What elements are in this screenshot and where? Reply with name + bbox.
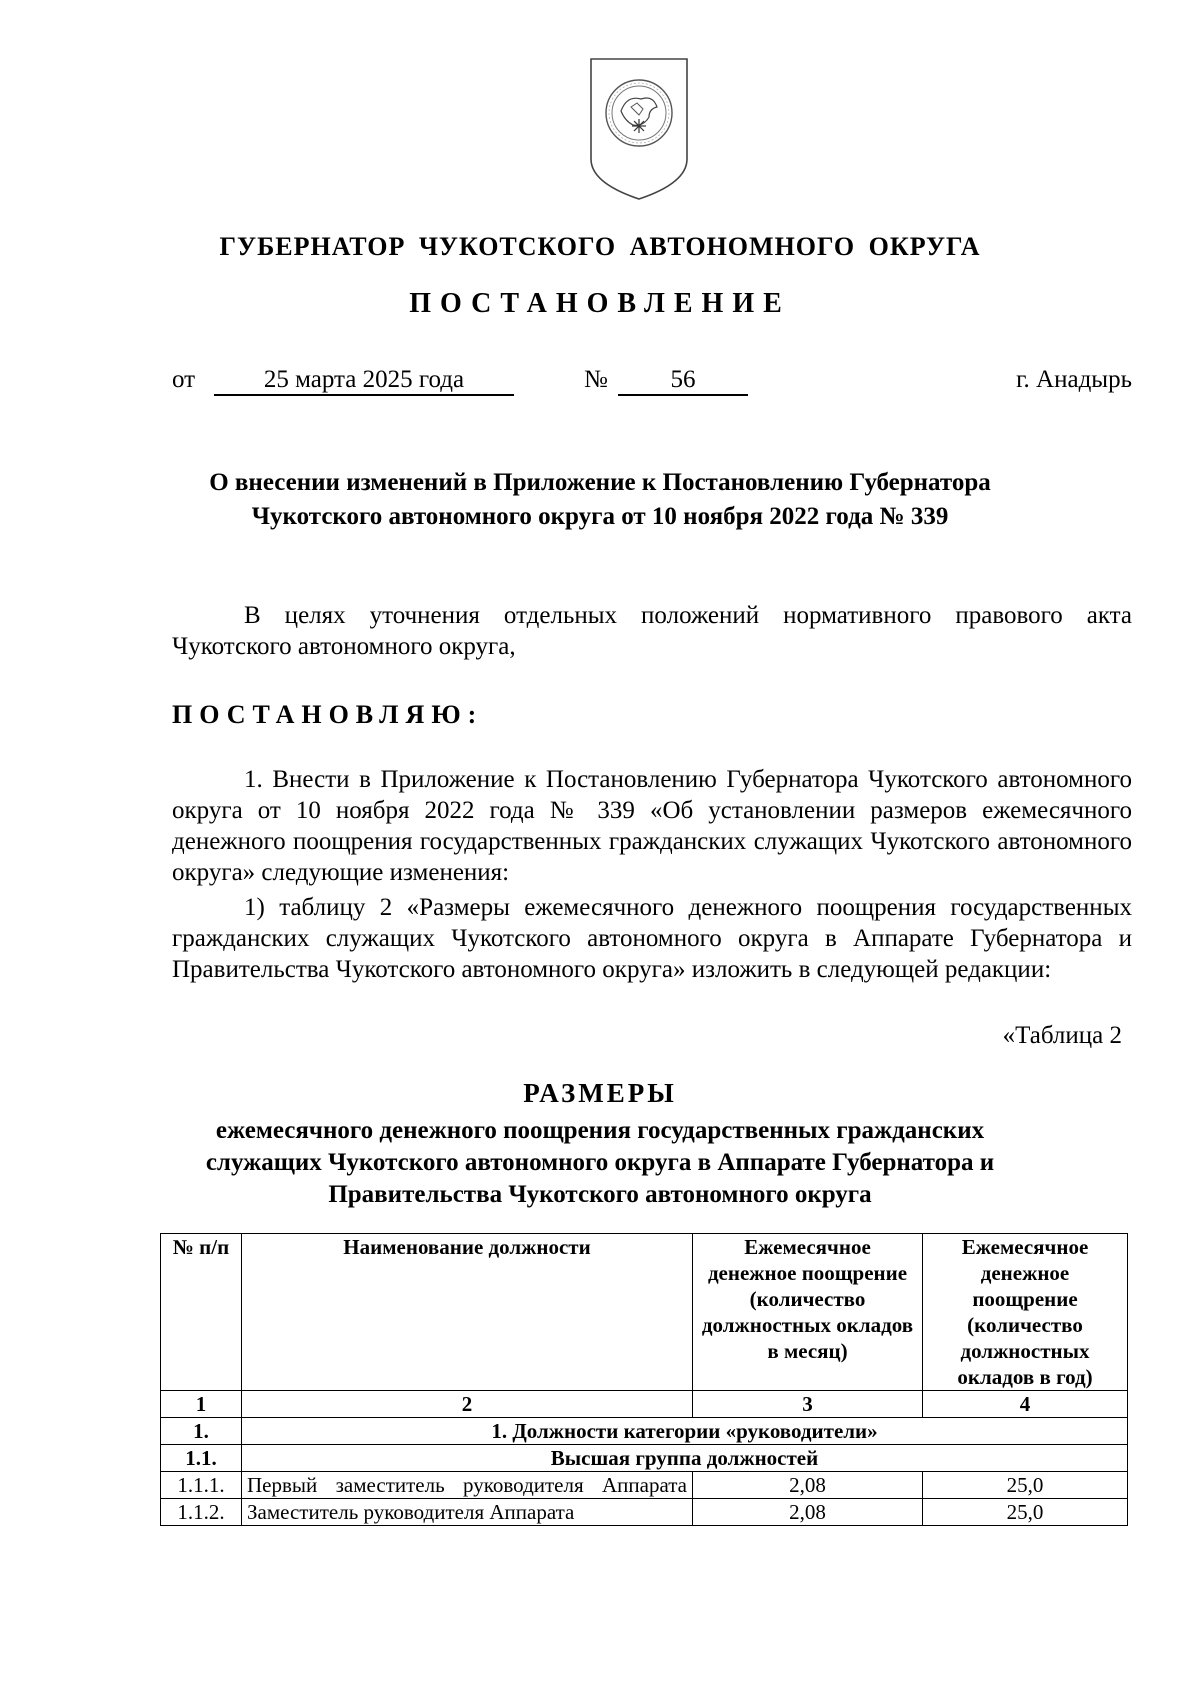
item-1-subparagraph: 1) таблицу 2 «Размеры ежемесячного денежного поощрения государственных гражданских служащих Чукотского автономного округа в Аппарате Губернатора и Правительства Чукотского автономного округа» изложить в следующей редакции: bbox=[172, 894, 1132, 983]
rates-table-wrapper bbox=[160, 1233, 1128, 1526]
table-row bbox=[161, 1472, 1128, 1499]
row-monthly-value: 2,08 bbox=[693, 1499, 923, 1526]
row-number: 1.1.2. bbox=[161, 1499, 242, 1526]
document-subject bbox=[0, 466, 1200, 534]
group-row bbox=[161, 1445, 1128, 1472]
group-title: Высшая группа должностей bbox=[242, 1445, 1128, 1472]
row-position-name: Первый заместитель руководителя Аппарата bbox=[242, 1472, 693, 1499]
row-number: 1.1.1. bbox=[161, 1472, 242, 1499]
column-number-4: 4 bbox=[923, 1391, 1128, 1418]
item-1-paragraph: 1. Внести в Приложение к Постановлению Губернатора Чукотского автономного округа от 10 ноября 2022 года № 339 «Об установлении размеров ежемесячного денежного поощрения государственных гражданских служащих Чукотского автономного округа» следующие изменения: bbox=[172, 766, 1132, 886]
table-header-row bbox=[161, 1234, 1128, 1391]
table-label: «Таблица 2 bbox=[1002, 1022, 1122, 1049]
section-row bbox=[161, 1418, 1128, 1445]
intro-paragraph: В целях уточнения отдельных положений нормативного правового акта Чукотского автономного округа, bbox=[172, 602, 1132, 660]
column-number-1: 1 bbox=[161, 1391, 242, 1418]
row-monthly-value: 2,08 bbox=[693, 1472, 923, 1499]
column-header-monthly: Ежемесячное денежное поощрение (количество должностных окладов в месяц) bbox=[693, 1234, 923, 1391]
rates-table bbox=[160, 1233, 1128, 1526]
table-title-line-2: служащих Чукотского автономного округа в Аппарате Губернатора и bbox=[205, 1149, 995, 1176]
decree-heading: ПОСТАНОВЛЯЮ: bbox=[172, 700, 484, 729]
governor-title: ГУБЕРНАТОР ЧУКОТСКОГО АВТОНОМНОГО ОКРУГА bbox=[219, 232, 981, 261]
row-position-name: Заместитель руководителя Аппарата bbox=[242, 1499, 693, 1526]
date-value: 25 марта 2025 года bbox=[214, 366, 514, 396]
table-title-line-3: Правительства Чукотского автономного округа bbox=[328, 1181, 872, 1208]
subject-line-1: О внесении изменений в Приложение к Постановлению Губернатора bbox=[209, 469, 991, 496]
city: г. Анадырь bbox=[1016, 366, 1132, 393]
section-title: 1. Должности категории «руководители» bbox=[242, 1418, 1128, 1445]
dateline bbox=[172, 366, 1132, 406]
row-yearly-value: 25,0 bbox=[923, 1499, 1128, 1526]
section-number: 1. bbox=[161, 1418, 242, 1445]
document-type: ПОСТАНОВЛЕНИЕ bbox=[409, 288, 791, 319]
coat-of-arms-icon bbox=[587, 55, 691, 205]
subject-line-2: Чукотского автономного округа от 10 ноября 2022 года № 339 bbox=[251, 503, 949, 530]
table-title-line-1: ежемесячного денежного поощрения государственных гражданских bbox=[215, 1117, 985, 1144]
group-number: 1.1. bbox=[161, 1445, 242, 1472]
column-numbers-row bbox=[161, 1391, 1128, 1418]
table-row bbox=[161, 1499, 1128, 1526]
column-header-number: № п/п bbox=[161, 1234, 242, 1391]
row-yearly-value: 25,0 bbox=[923, 1472, 1128, 1499]
column-number-3: 3 bbox=[693, 1391, 923, 1418]
column-header-position: Наименование должности bbox=[242, 1234, 693, 1391]
number-value: 56 bbox=[618, 366, 748, 396]
number-label: № bbox=[584, 366, 608, 393]
date-label: от bbox=[172, 366, 196, 393]
table-heading: РАЗМЕРЫ bbox=[523, 1078, 677, 1108]
table-title bbox=[0, 1115, 1200, 1211]
column-number-2: 2 bbox=[242, 1391, 693, 1418]
column-header-yearly: Ежемесячное денежное поощрение (количество должностных окладов в год) bbox=[923, 1234, 1128, 1391]
